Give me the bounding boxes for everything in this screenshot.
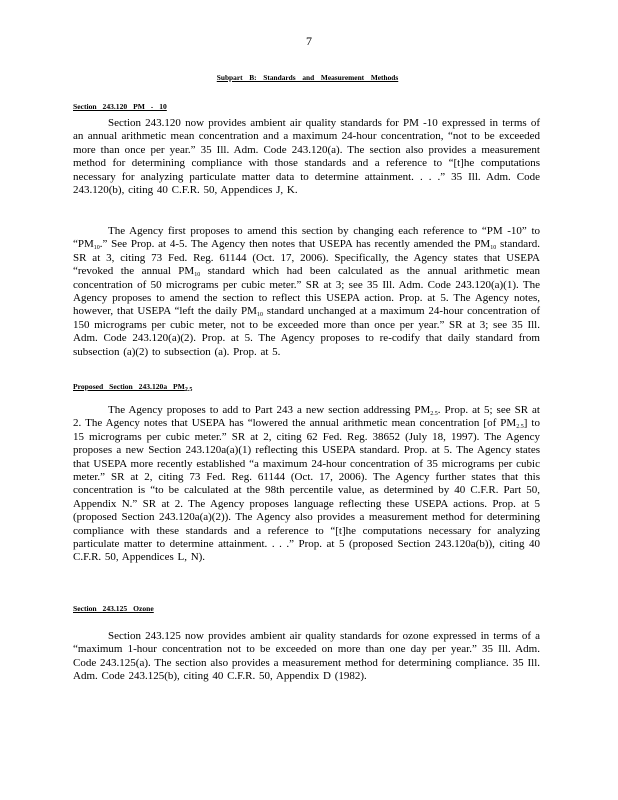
- section-title-text: Proposed Section 243.120a PM: [73, 382, 185, 391]
- paragraph-text: standard unchanged at a maximum 24-hour concentration of 150 micrograms per cubic meter, not to be exceeded more than once per year.” SR at 3; see 35 Ill. Adm. Code 243.120(a)(2). Prop. at 5. The Agency proposes to re-codify that daily standard from subsection (a)(2) to subsection (a). Prop. at 5.: [73, 305, 540, 358]
- subscript: 2.5: [184, 387, 193, 393]
- paragraph-text: . Prop. at 5; see SR at 2. The Agency notes that USEPA has “lowered the annual arithmetic mean concentration [of PM: [73, 404, 540, 430]
- paragraph-243-120-amend: [73, 225, 540, 359]
- paragraph-243-120-intro: Section 243.120 now provides ambient air quality standards for PM -10 expressed in terms of an annual arithmetic mean concentration and a maximum 24-hour concentration, “not to be exceeded more than once per year.” 35 Ill. Adm. Code 243.120(a). The section also provides a measurement method for determining compliance with those standards and a reference to “[t]he computations necessary for analyzing particulate matter data to determine attainment. . . .” 35 Ill. Adm. Code 243.120(b), citing 40 C.F.R. 50, Appendices J, K.: [73, 117, 540, 197]
- paragraph-text: The Agency proposes to add to Part 243 a new section addressing PM: [108, 404, 431, 416]
- section-heading-243-125: Section 243.125 Ozone: [73, 604, 154, 613]
- subscript: 10: [194, 272, 201, 279]
- paragraph-text: standard. SR at 3, citing 73 Fed. Reg. 61144 (Oct. 17, 2006). Specifically, the Agency states that USEPA “revoked the annual PM: [73, 238, 541, 278]
- section-heading-243-120: Section 243.120 PM - 10: [73, 102, 167, 111]
- subscript: 10: [490, 245, 497, 252]
- subscript: 2.5: [430, 411, 438, 417]
- subscript: 10: [256, 312, 263, 319]
- paragraph-text: ] to 15 micrograms per cubic meter.” SR at 2, citing 62 Fed. Reg. 38652 (July 18, 1997). The Agency proposes a new Section 243.120a(a)(1) reflecting this USEPA standard. Prop. at 5. The Agency states that USEPA more recently established “a maximum 24-hour concentration of 35 micrograms per cubic meter.” SR at 2, citing 73 Fed. Reg. 61144 (Oct. 17, 2006). The Agency further states that this concentration is “to be calculated at the 98th percentile value, as determined by 40 C.F.R. Part 50, Appendix N.” SR at 2. The Agency proposes language reflecting these USEPA actions. Prop. at 5 (proposed Section 243.120a(a)(2)). The Agency also provides a measurement method for determining compliance with these standards and a reference to “[t]he computations necessary for analyzing particulate matter to determine attainment. . . .” Prop. at 5 (proposed Section 243.120a(b)), citing 40 C.F.R. 50, Appendices L, N).: [73, 417, 540, 564]
- paragraph-text: The Agency first proposes to amend this section by changing each reference to “PM -10” to “PM: [73, 225, 540, 251]
- section-heading-243-120a: [73, 382, 192, 391]
- paragraph-text: standard which had been calculated as the annual arithmetic mean concentration of 50 micrograms per cubic meter.” SR at 3; see 35 Ill. Adm. Code 243.120(a)(1). The Agency proposes to amend the section to reflect this USEPA action. Prop. at 5. The Agency notes, however, that USEPA “left the daily PM: [73, 265, 540, 318]
- subscript: 2.5: [516, 424, 524, 431]
- page-number: 7: [306, 34, 312, 48]
- subscript: 10: [93, 245, 100, 252]
- paragraph-243-125: Section 243.125 now provides ambient air quality standards for ozone expressed in terms of a “maximum 1-hour concentration not to be exceeded on more than one day per year.” 35 Ill. Adm. Code 243.125(a). The section also provides a measurement method for determining compliance. 35 Ill. Adm. Code 243.125(b), citing 40 C.F.R. 50, Appendix D (1982).: [73, 630, 540, 683]
- paragraph-243-120a: [73, 404, 540, 565]
- paragraph-text: .” See Prop. at 4-5. The Agency then notes that USEPA has recently amended the PM: [99, 238, 491, 251]
- subpart-heading: Subpart B: Standards and Measurement Methods: [216, 73, 399, 82]
